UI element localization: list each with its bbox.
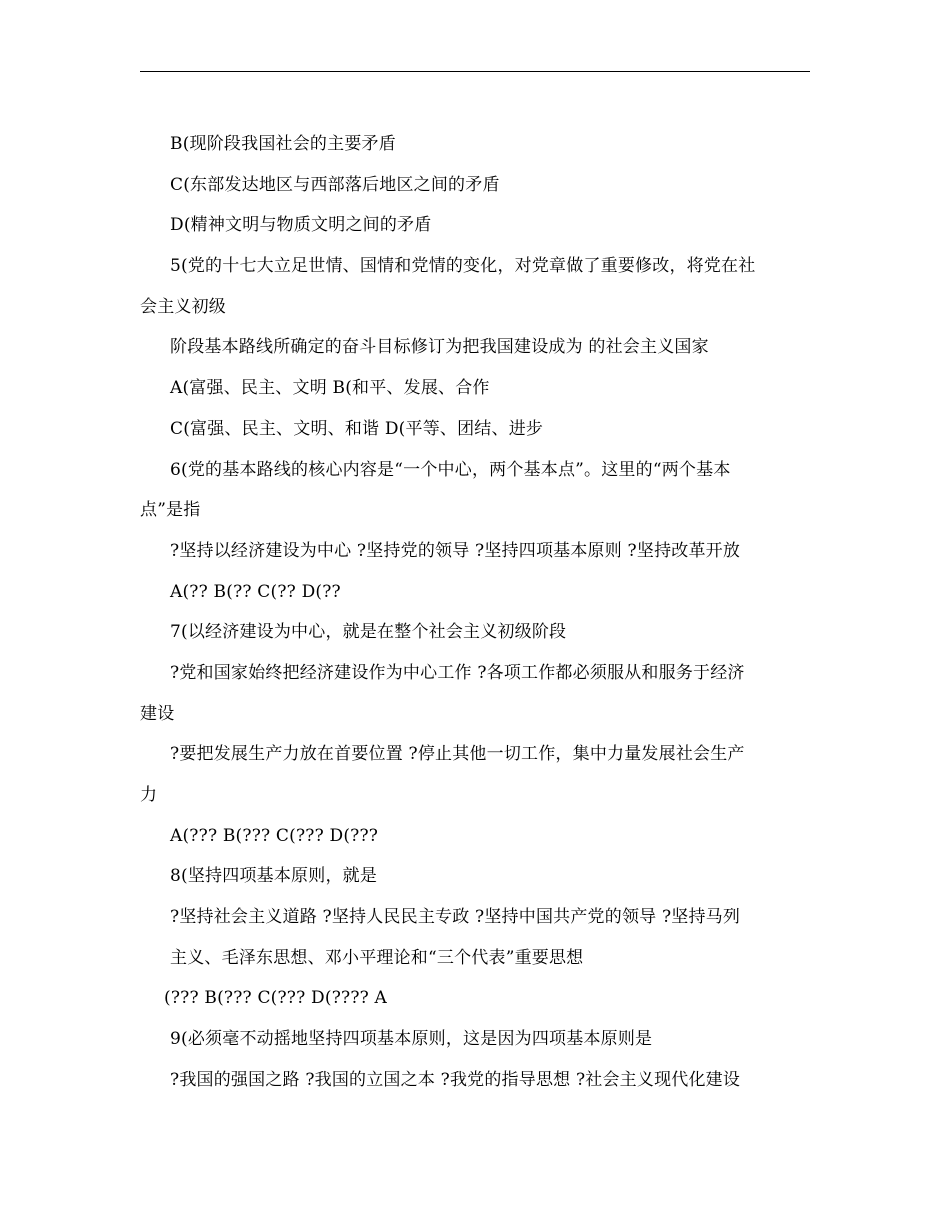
text-line: A(富强、民主、文明 B(和平、发展、合作 (170, 378, 490, 399)
text-line: ?党和国家始终把经济建设作为中心工作 ?各项工作都必须服从和服务于经济 (170, 662, 745, 683)
text-line: 8(坚持四项基本原则，就是 (170, 866, 378, 887)
text-line: ?坚持以经济建设为中心 ?坚持党的领导 ?坚持四项基本原则 ?坚持改革开放 (170, 540, 741, 561)
text-line: A(??? B(??? C(??? D(??? (170, 825, 379, 846)
text-line: 9(必须毫不动摇地坚持四项基本原则，这是因为四项基本原则是 (170, 1029, 653, 1050)
text-line: B(现阶段我国社会的主要矛盾 (170, 134, 396, 154)
text-line: 力 (140, 785, 158, 805)
text-line: ?要把发展生产力放在首要位置 ?停止其他一切工作，集中力量发展社会生产 (170, 744, 745, 765)
text-line: 5(党的十七大立足世情、国情和党情的变化，对党章做了重要修改，将党在社 (170, 256, 756, 277)
text-line: 建设 (140, 703, 175, 724)
text-line: 7(以经济建设为中心，就是在整个社会主义初级阶段 (170, 622, 567, 643)
header-rule (140, 71, 810, 72)
text-line: 会主义初级 (140, 296, 226, 317)
text-line: ?我国的强国之路 ?我国的立国之本 ?我党的指导思想 ?社会主义现代化建设 (170, 1069, 741, 1090)
text-line: 阶段基本路线所确定的奋斗目标修订为把我国建设成为 的社会主义国家 (170, 337, 709, 358)
text-line: (??? B(??? C(??? D(???? A (164, 988, 388, 1009)
text-line: C(东部发达地区与西部落后地区之间的矛盾 (170, 174, 500, 195)
document-body (140, 124, 810, 1101)
text-line: 主义、毛泽东思想、邓小平理论和“三个代表”重要思想 (170, 947, 584, 968)
text-line: D(精神文明与物质文明之间的矛盾 (170, 215, 432, 236)
text-line: 点”是指 (140, 500, 201, 521)
text-line: 6(党的基本路线的核心内容是“一个中心，两个基本点”。这里的“两个基本 (170, 459, 731, 480)
text-line: A(?? B(?? C(?? D(?? (170, 581, 341, 602)
text-line: C(富强、民主、文明、和谐 D(平等、团结、进步 (170, 418, 544, 439)
text-line: ?坚持社会主义道路 ?坚持人民民主专政 ?坚持中国共产党的领导 ?坚持马列 (170, 907, 741, 928)
